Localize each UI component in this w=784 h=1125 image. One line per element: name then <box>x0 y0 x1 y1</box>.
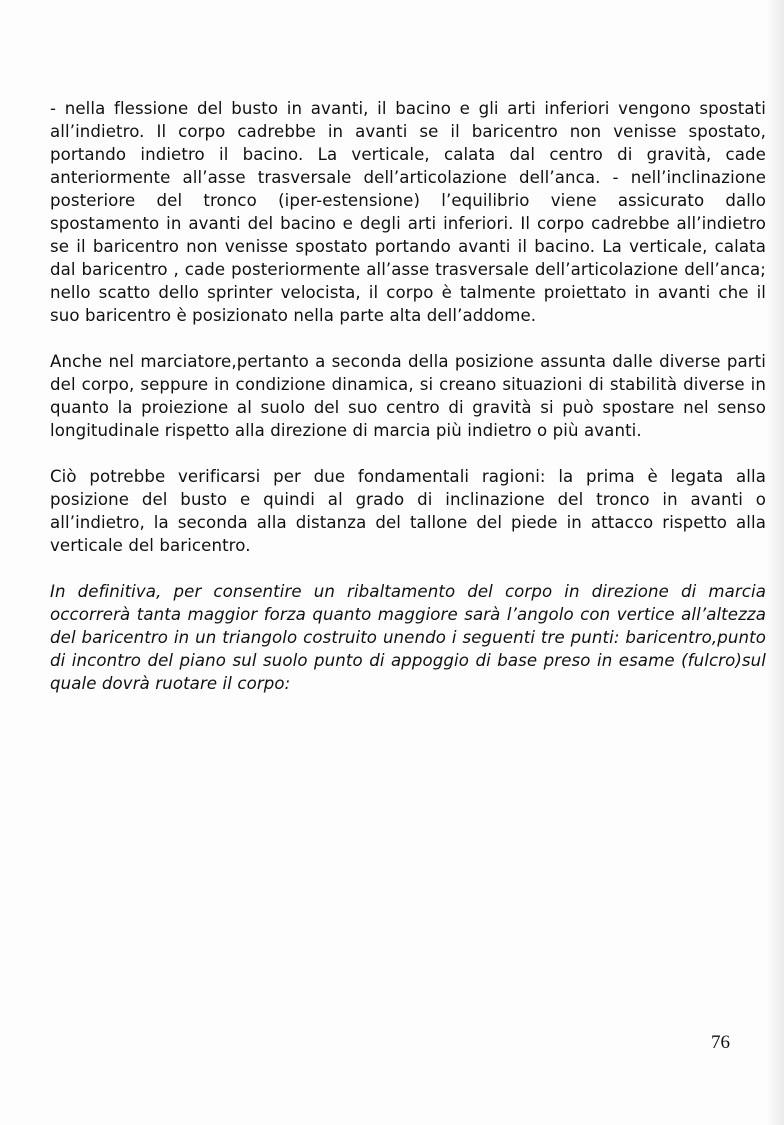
paragraph-two-reasons: Ciò potrebbe verificarsi per due fondamentali ragioni: la prima è legata alla posizione del busto e quindi al grado di inclinazione del tronco in avanti o all’indietro, la seconda alla distanza del tallone del piede in attacco rispetto alla verticale del baricentro. <box>50 467 766 555</box>
paragraph-conclusion-italic: In definitiva, per consentire un ribaltamento del corpo in direzione di marcia occorrerà tanta maggior forza quanto maggiore sarà l’angolo con vertice all’altezza del baricentro in un triangolo costruito unendo i seguenti tre punti: baricentro,punto di incontro del piano sul suolo punto di appoggio di base preso in esame (fulcro)sul quale dovrà ruotare il corpo: <box>50 582 766 693</box>
page-body <box>50 97 766 695</box>
paragraph-walker-stability: Anche nel marciatore,pertanto a seconda della posizione assunta dalle diverse parti del corpo, seppure in condizione dinamica, si creano situazioni di stabilità diverse in quanto la proiezione al suolo del suo centro di gravità si può spostare nel senso longitudinale rispetto alla direzione di marcia più indietro o più avanti. <box>50 352 766 440</box>
page-number: 76 <box>711 1032 730 1053</box>
page-edge-shadow <box>766 0 784 1125</box>
paragraph-trunk-flexion: - nella flessione del busto in avanti, il bacino e gli arti inferiori vengono spostati all’indietro. Il corpo cadrebbe in avanti se il baricentro non venisse spostato, portando indietro il bacino. La verticale, calata dal centro di gravità, cade anteriormente all’asse trasversale dell’articolazione dell’anca. - nell’inclinazione posteriore del tronco (iper-estensione) l’equilibrio viene assicurato dallo spostamento in avanti del bacino e degli arti inferiori. Il corpo cadrebbe all’indietro se il baricentro non venisse spostato portando avanti il bacino. La verticale, calata dal baricentro , cade posteriormente all’asse trasversale dell’articolazione dell’anca; nello scatto dello sprinter velocista, il corpo è talmente proiettato in avanti che il suo baricentro è posizionato nella parte alta dell’addome. <box>50 99 766 325</box>
